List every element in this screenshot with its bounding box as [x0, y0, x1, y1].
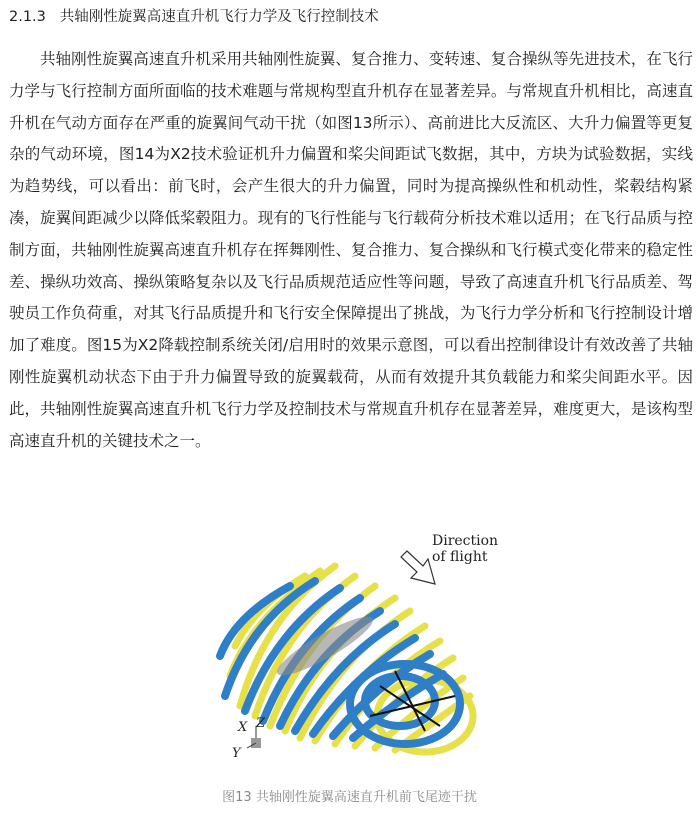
section-number: 2.1.3 [9, 9, 46, 25]
section-title: 共轴刚性旋翼高速直升机飞行力学及飞行控制技术 [59, 9, 379, 25]
axis-z-label: Z [256, 716, 266, 731]
axis-x-label: X [238, 720, 248, 735]
axis-y-label: Y [232, 746, 241, 761]
figure-caption: 图13 共轴刚性旋翼高速直升机前飞尾迹干扰 [222, 790, 477, 805]
flight-direction-label: Direction of flight [432, 533, 499, 565]
flight-direction-arrow-icon [401, 551, 435, 584]
body-paragraph: 共轴刚性旋翼高速直升机采用共轴刚性旋翼、复合推力、变转速、复合操纵等先进技术，在飞行力学与飞行控制方面所面临的技术难题与常规构型直升机存在显著差异。与常规直升机相比，高速直升机在气动方面存在严重的旋翼间气动干扰（如图13所示）、高前进比大反流区、大升力偏置等更复杂的气动环境，图14为X2技术验证机升力偏置和桨尖间距试飞数据，其中，方块为试验数据，实线为趋势线，可以看出：前飞时，会产生很大的升力偏置，同时为提高操纵性和机动性，桨毂结构紧凑，旋翼间距减少以降低桨毂阻力。现有的飞行性能与飞行载荷分析技术难以适用；在飞行品质与控制方面，共轴刚性旋翼高速直升机存在挥舞刚性、复合推力、复合操纵和飞行模式变化带来的稳定性差、操纵功效高、操纵策略复杂以及飞行品质规范适应性等问题，导致了高速直升机飞行品质差、驾驶员工作负荷重，对其飞行品质提升和飞行安全保障提出了挑战，为飞行力学分析和飞行控制设计增加了难度。图15为X2降载控制系统关闭/启用时的效果示意图，可以看出控制律设计有效改善了共轴刚性旋翼机动状态下由于升力偏置导致的旋翼载荷，从而有效提升其负载能力和桨尖间距水平。因此，共轴刚性旋翼高速直升机飞行力学及控制技术与常规直升机存在显著差异，难度更大，是该构型高速直升机的关键技术之一。 [9, 50, 693, 450]
section-heading [9, 6, 379, 28]
